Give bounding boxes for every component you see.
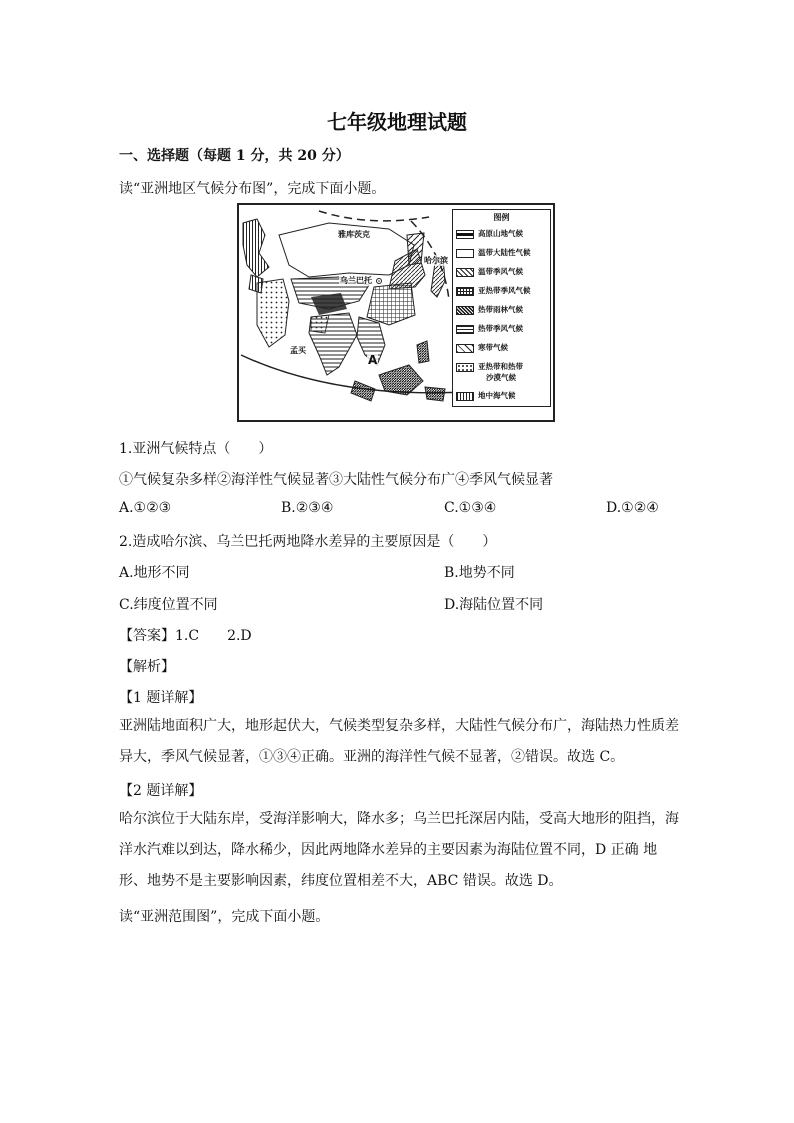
q1-option-c[interactable]: C.①③④: [444, 500, 497, 516]
legend-item-subtropical-monsoon: 亚热带季风气候: [456, 285, 550, 299]
label-harbin: 哈尔滨: [424, 256, 448, 265]
asia-climate-map: [237, 203, 555, 422]
q1-option-b[interactable]: B.②③④: [281, 500, 334, 516]
vertical-lines-swatch: [456, 392, 474, 401]
legend-item-mediterranean: 地中海气候: [456, 390, 550, 404]
blank-swatch: [456, 249, 474, 258]
q1-option-a[interactable]: A.①②③: [119, 500, 172, 516]
analysis-heading: 【解析】: [119, 659, 175, 675]
q2-option-a[interactable]: A.地形不同: [119, 565, 190, 581]
dense-hatch-swatch: [456, 306, 474, 315]
legend-item-temperate-continental: 温带大陆性气候: [456, 247, 550, 261]
wide-hatch-swatch: [456, 344, 474, 353]
diagonal-hatch-swatch: [456, 268, 474, 277]
legend-item-temperate-monsoon: 温带季风气候: [456, 266, 550, 280]
q1-stem: 1.亚洲气候特点（ ）: [119, 441, 273, 457]
intro-text-2: 读“亚洲范围图”，完成下面小题。: [119, 909, 330, 925]
label-mumbai: 孟买: [290, 346, 306, 355]
q2-option-c[interactable]: C.纬度位置不同: [119, 597, 218, 613]
map-legend: [452, 209, 551, 407]
q1-detail-heading: 【1 题详解】: [119, 690, 203, 706]
q2-option-d[interactable]: D.海陆位置不同: [444, 597, 544, 613]
answer-line: 【答案】1.C 2.D: [119, 628, 252, 644]
legend-title: 图例: [493, 213, 510, 222]
legend-item-desert: 亚热带和热带 沙漠气候: [456, 361, 550, 385]
q2-stem: 2.造成哈尔滨、乌兰巴托两地降水差异的主要原因是（ ）: [119, 534, 497, 550]
page-title: 七年级地理试题: [327, 110, 467, 134]
section-heading: 一、选择题（每题 1 分，共 20 分）: [119, 148, 350, 164]
intro-text-1: 读“亚洲地区气候分布图”，完成下面小题。: [119, 181, 386, 197]
dotted-swatch: [456, 363, 474, 372]
q2-option-b[interactable]: B.地势不同: [444, 565, 515, 581]
legend-item-tropical-rainforest: 热带雨林气候: [456, 304, 550, 318]
legend-item-tropical-monsoon: 热带季风气候: [456, 323, 550, 337]
q2-detail-heading: 【2 题详解】: [119, 783, 203, 799]
legend-item-polar: 寒带气候: [456, 342, 550, 356]
label-point-a: A: [368, 353, 378, 367]
q1-statements: ①气候复杂多样②海洋性气候显著③大陆性气候分布广④季风气候显著: [119, 472, 553, 488]
q1-option-d[interactable]: D.①②④: [606, 500, 659, 516]
label-ulaanbaatar: 乌兰巴托: [340, 276, 372, 285]
q1-detail-text: 亚洲陆地面积广大，地形起伏大，气候类型复杂多样，大陆性气候分布广，海陆热力性质差异大，季风气候显著，①③④正确。亚洲的海洋性气候不显著，②错误。故选 C。: [119, 718, 679, 765]
label-yakutsk: 雅库茨克: [338, 230, 370, 239]
grid-swatch: [456, 287, 474, 296]
solid-band-swatch: [456, 230, 474, 239]
legend-item-highland: 高原山地气候: [456, 228, 550, 242]
q2-detail-text: 哈尔滨位于大陆东岸，受海洋影响大，降水多；乌兰巴托深居内陆，受高大地形的阻挡，海洋水汽难以到达，降水稀少，因此两地降水差异的主要因素为海陆位置不同，D 正确 地形、地势不是主要影响因素，纬度位置相差不大，ABC 错误。故选 D。: [119, 811, 679, 889]
horizontal-lines-swatch: [456, 325, 474, 334]
